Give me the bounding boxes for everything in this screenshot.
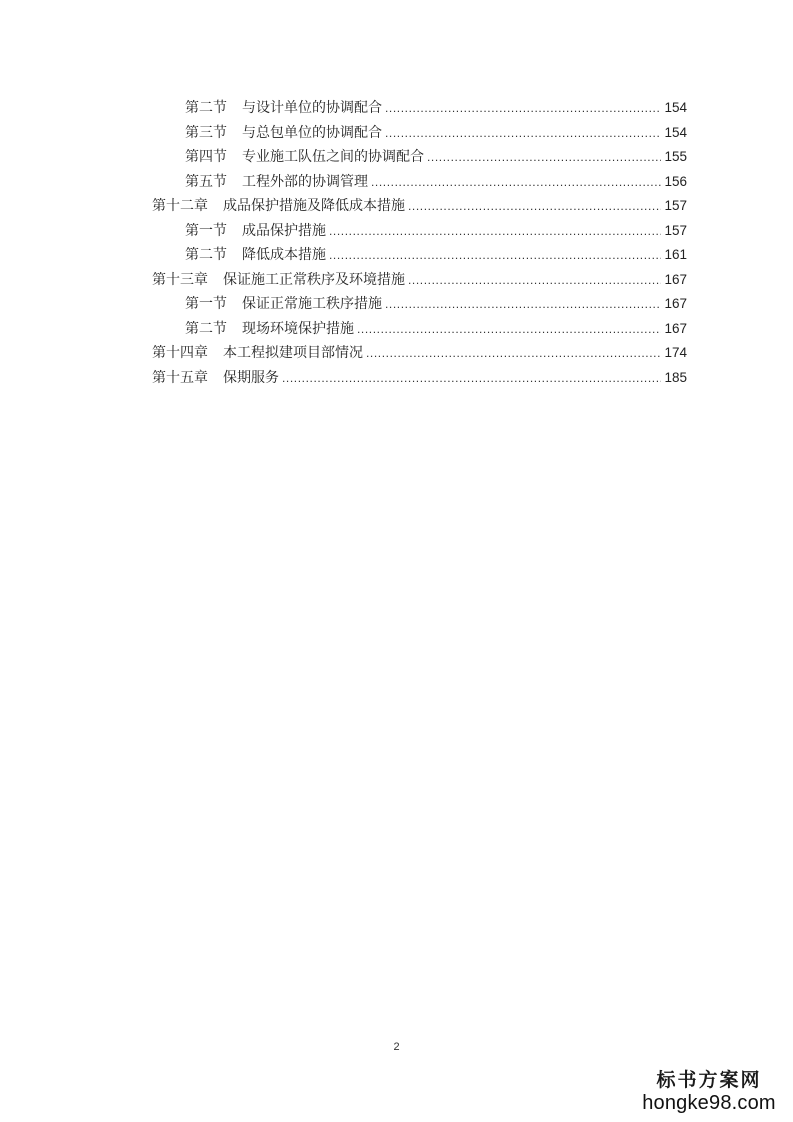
toc-entry-title: 与设计单位的协调配合 [242,100,382,116]
toc-entry-title: 保证正常施工秩序措施 [242,296,382,312]
toc-entry-section[interactable] [152,96,687,121]
toc-entry-page: 174 [664,345,687,360]
toc-entry-page: 154 [664,124,687,140]
toc-entry-chapter[interactable] [152,194,687,219]
toc-entry-section[interactable] [152,292,687,317]
table-of-contents [152,96,687,390]
page-number: 2 [393,1041,400,1053]
toc-entry-page: 155 [664,149,687,164]
toc-dot-leader [366,341,661,366]
toc-dot-leader [385,96,661,121]
toc-entry-number: 第十二章 [152,198,208,214]
toc-entry-title: 成品保护措施 [242,222,326,239]
toc-entry-section[interactable] [152,219,687,244]
toc-entry-title: 成品保护措施及降低成本措施 [223,198,405,214]
toc-entry-page: 154 [664,100,687,115]
watermark-url: hongke98.com [642,1092,776,1114]
toc-entry-number: 第五节 [185,173,227,190]
toc-entry-page: 157 [664,222,687,238]
toc-entry-title: 降低成本措施 [242,247,326,263]
toc-entry-page: 156 [664,173,687,189]
toc-entry-page: 167 [664,271,687,287]
toc-entry-number: 第二节 [185,100,227,116]
toc-entry-title: 工程外部的协调管理 [242,173,368,190]
toc-entry-title: 本工程拟建项目部情况 [223,345,363,361]
toc-dot-leader [408,268,661,293]
toc-entry-chapter[interactable] [152,341,687,366]
toc-dot-leader [385,121,661,146]
toc-entry-number: 第十三章 [152,271,208,288]
toc-entry-section[interactable] [152,145,687,170]
toc-entry-title: 现场环境保护措施 [242,320,354,337]
toc-entry-section[interactable] [152,317,687,342]
toc-entry-section[interactable] [152,170,687,195]
toc-entry-number: 第十四章 [152,345,208,361]
toc-entry-title: 与总包单位的协调配合 [242,124,382,141]
toc-entry-number: 第四节 [185,149,227,165]
toc-dot-leader [329,243,661,268]
toc-dot-leader [385,292,661,317]
toc-entry-chapter[interactable] [152,366,687,391]
toc-entry-title: 保证施工正常秩序及环境措施 [223,271,405,288]
toc-dot-leader [408,194,661,219]
toc-entry-section[interactable] [152,243,687,268]
toc-entry-number: 第二节 [185,247,227,263]
toc-entry-number: 第一节 [185,296,227,312]
toc-entry-title: 保期服务 [223,369,279,386]
toc-entry-page: 157 [664,198,687,213]
toc-entry-chapter[interactable] [152,268,687,293]
toc-entry-page: 167 [664,296,687,311]
toc-dot-leader [427,145,661,170]
toc-entry-number: 第十五章 [152,369,208,386]
toc-dot-leader [357,317,661,342]
watermark-logo [639,1068,779,1114]
toc-entry-number: 第三节 [185,124,227,141]
toc-entry-page: 167 [664,320,687,336]
watermark-name: 标书方案网 [656,1069,762,1091]
toc-entry-number: 第一节 [185,222,227,239]
toc-entry-page: 185 [664,369,687,385]
toc-dot-leader [371,170,661,195]
toc-dot-leader [282,366,661,391]
toc-entry-page: 161 [664,247,687,262]
toc-entry-title: 专业施工队伍之间的协调配合 [242,149,424,165]
toc-entry-section[interactable] [152,121,687,146]
toc-dot-leader [329,219,661,244]
toc-entry-number: 第二节 [185,320,227,337]
